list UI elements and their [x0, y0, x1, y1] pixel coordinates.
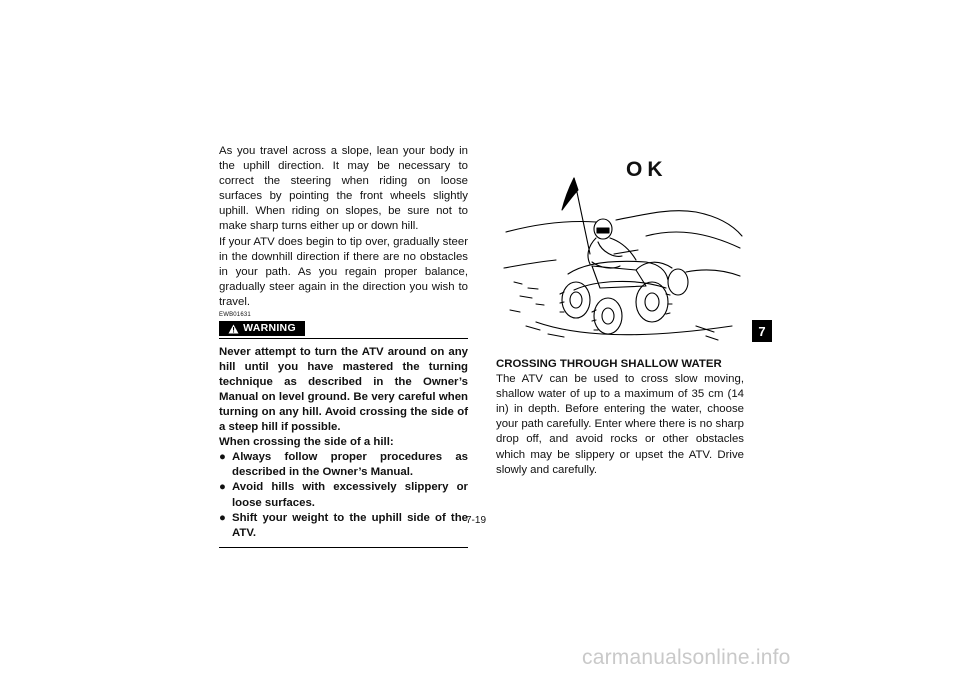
bullet-icon: ● [219, 451, 226, 464]
warning-code: EWB01631 [219, 312, 251, 319]
tip-over-paragraph: If your ATV does begin to tip over, gradually steer in the downhill direction if there are no obstacles in your path. As you regain proper balance, gradually steer again in the direction you wish to travel. [219, 235, 468, 308]
list-item: ● Shift your weight to the uphill side of the ATV. [219, 511, 468, 539]
warning-label: WARNING [243, 321, 296, 334]
list-item: ● Always follow proper procedures as described in the Owner’s Manual. [219, 451, 468, 479]
warning-top-rule [219, 338, 468, 339]
slope-paragraph: As you travel across a slope, lean your body in the uphill direction. It may be necessary to correct the steering when riding on loose surfaces by pointing the front wheels slightly uphill. When riding on slopes, be sure not to make sharp turns either up or down hill. [219, 145, 468, 233]
right-column [496, 357, 744, 478]
section-heading: CROSSING THROUGH SHALLOW WATER [496, 358, 722, 370]
page-number: 7-19 [466, 515, 487, 526]
atv-illustration [496, 150, 744, 350]
figure-ok-label: OK [626, 158, 668, 181]
warning-bottom-rule [219, 547, 468, 548]
list-item: ● Avoid hills with excessively slippery or loose surfaces. [219, 481, 468, 509]
warning-text: Never attempt to turn the ATV around on any hill until you have mastered the turning technique as described in the Owner’s Manual on level ground. Be very careful when turning on any hill. Avoid crossing the side of a steep hill if possible. [219, 345, 468, 434]
warning-body [219, 345, 468, 541]
warning-subheading: When crossing the side of a hill: [219, 436, 394, 449]
site-watermark: carmanualsonline.info [582, 646, 791, 669]
atv-rider-on-slope-icon [496, 150, 744, 350]
bullet-icon: ● [219, 511, 226, 524]
bullet-icon: ● [219, 481, 226, 494]
warning-badge [219, 321, 305, 336]
warning-bullet-list [219, 450, 468, 541]
chapter-tab: 7 [752, 320, 772, 342]
shallow-water-paragraph: The ATV can be used to cross slow moving, shallow water of up to a maximum of 35 cm (14 in) in depth. Before entering the water, choose your path carefully. Enter where there is no sharp drop off, and avoid rocks or other obstacles which may be slippery or upset the ATV. Drive slowly and carefully. [496, 373, 744, 476]
warning-triangle-icon [228, 324, 239, 334]
left-column [219, 144, 468, 548]
